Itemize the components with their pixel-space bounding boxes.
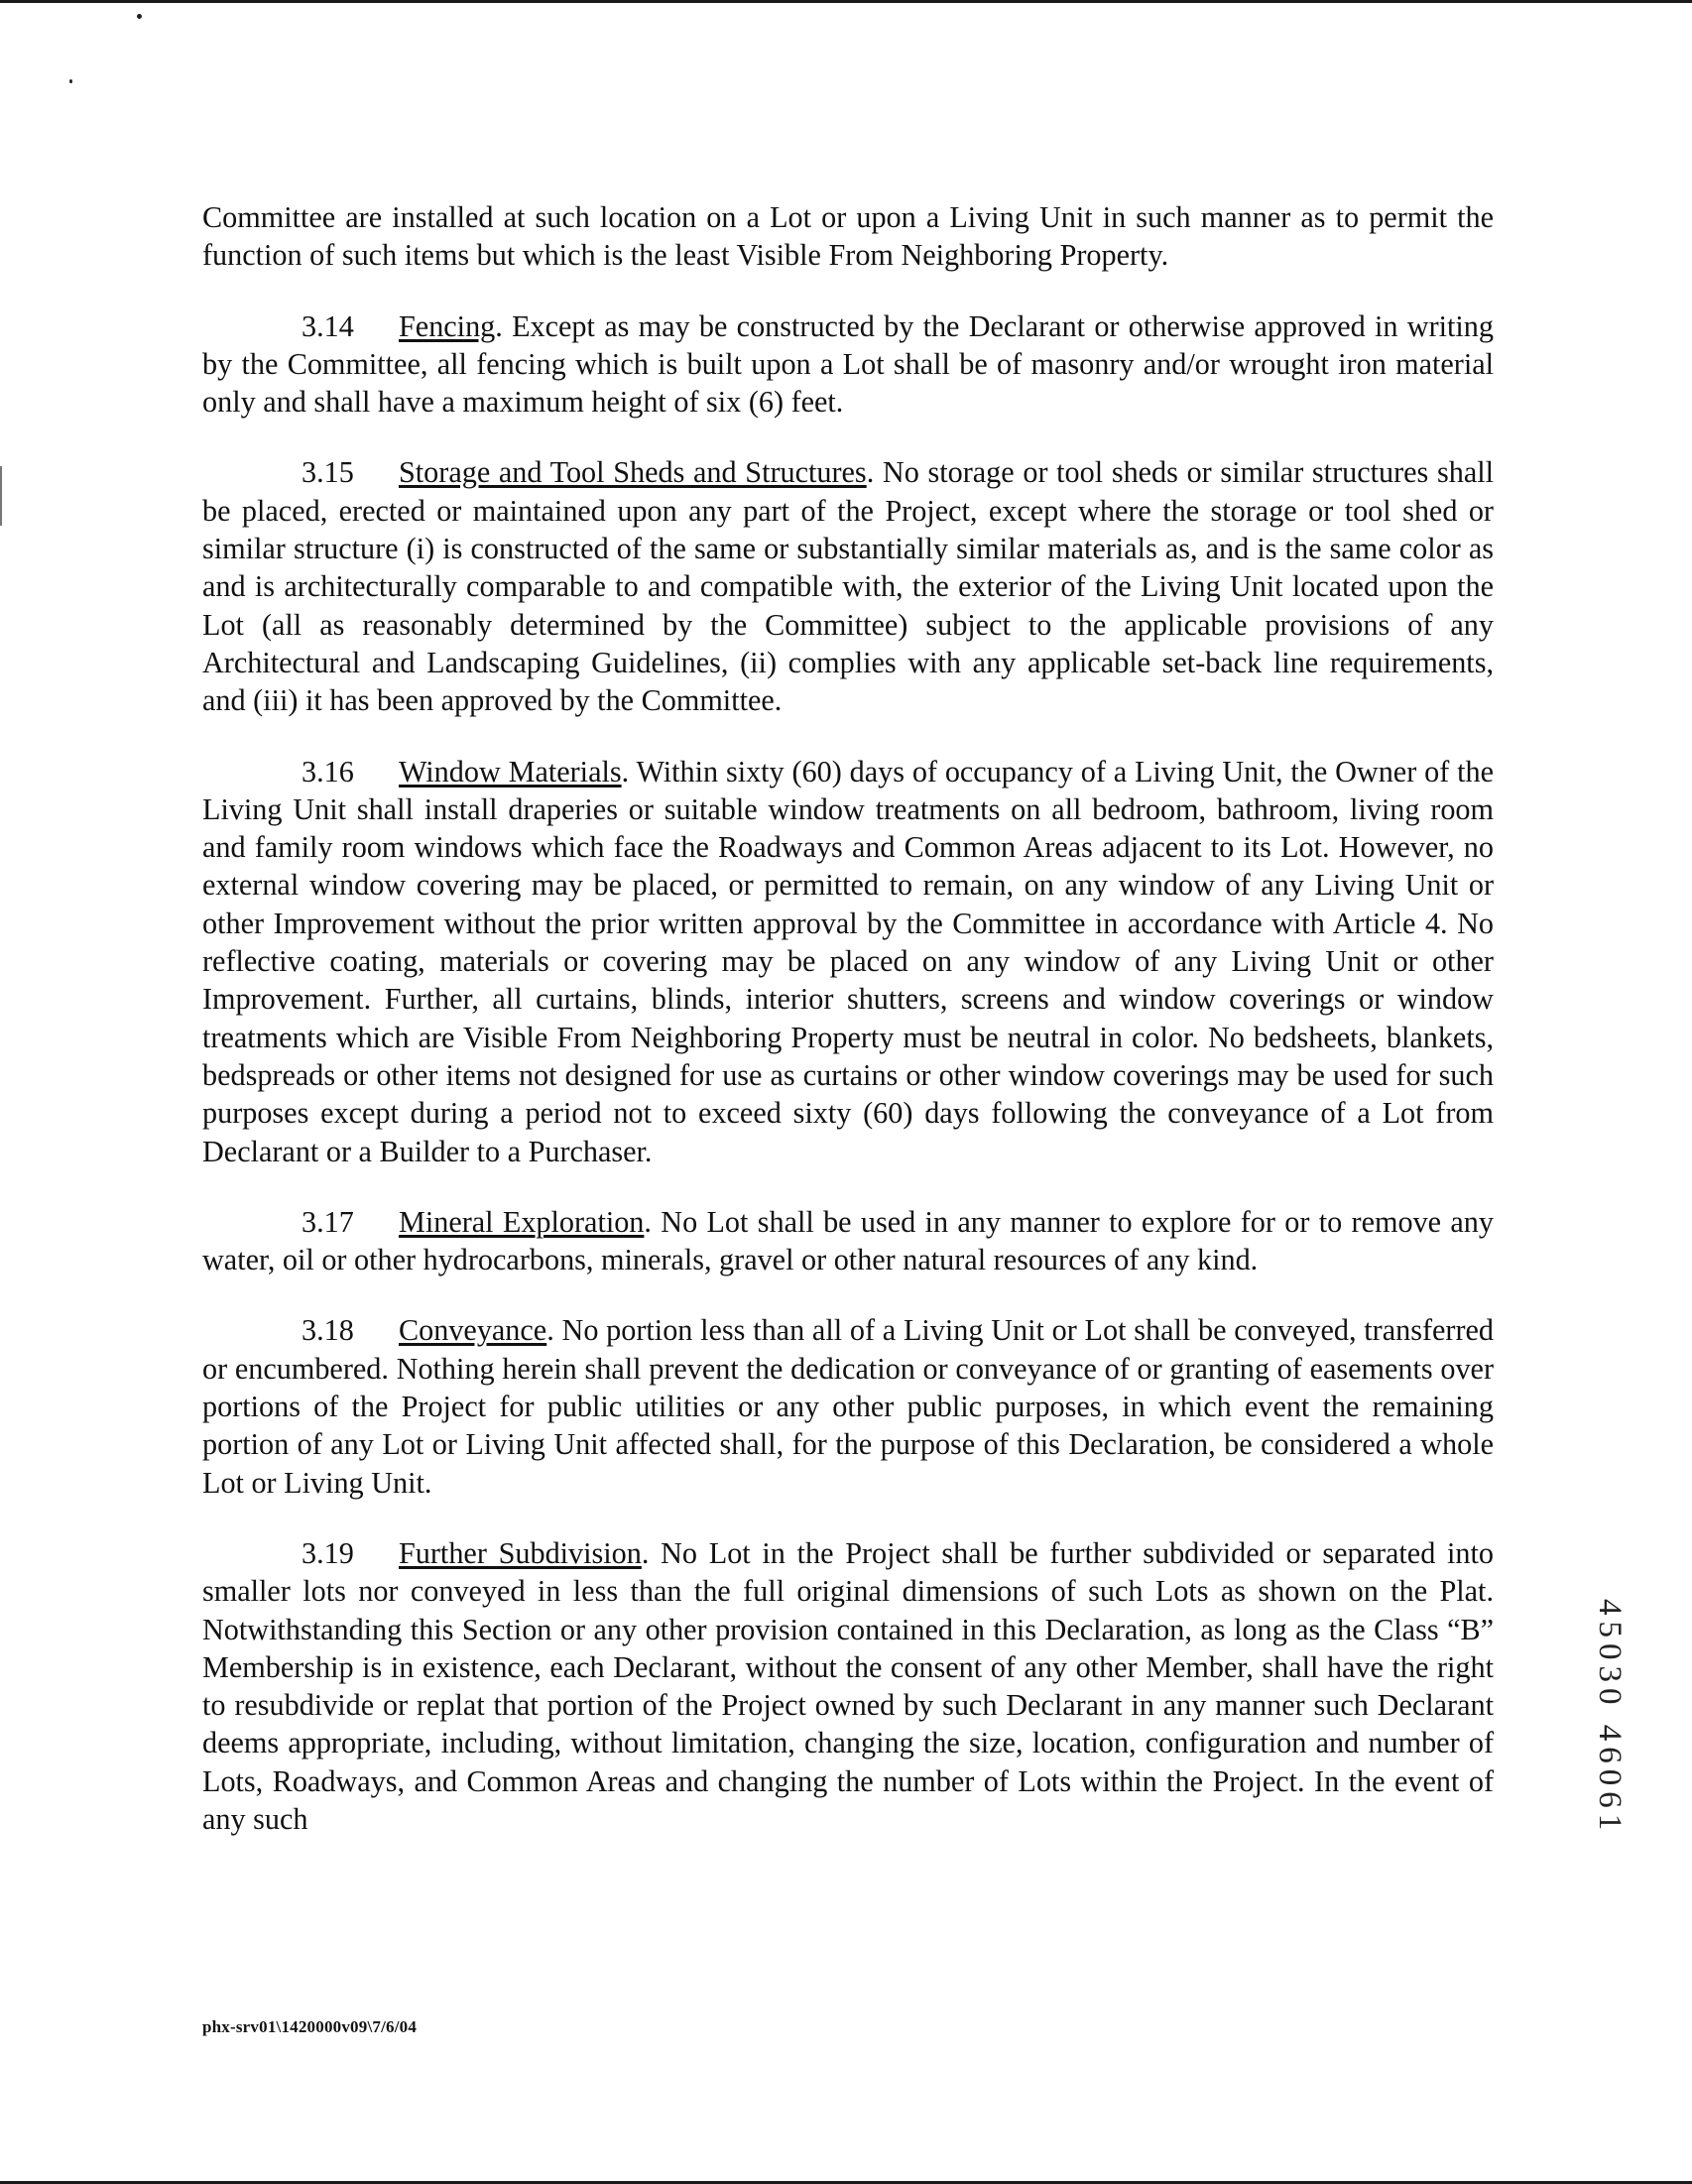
document-body bbox=[202, 198, 1494, 1871]
section-number: 3.18 bbox=[302, 1313, 354, 1348]
scan-edge-top bbox=[0, 0, 1692, 3]
section-number: 3.17 bbox=[302, 1204, 354, 1239]
section-body: No Lot in the Project shall be further subdivided or separated into smaller lots nor conveyed in less than the full original dimensions of such Lots as shown on the Plat. Notwithstanding this Section or any other provision contained in this Declaration, as long as the Class “B” Membership is in existence, each Declarant, without the consent of any other Member, shall have the right to resubdivide or replat that portion of the Project owned by such Declarant in any manner such Declarant deems appropriate, including, without limitation, changing the size, location, configuration and number of Lots, Roadways, and Common Areas and changing the number of Lots within the Project. In the event of any such bbox=[202, 1535, 1494, 1836]
section-title: Further Subdivision bbox=[399, 1535, 642, 1570]
section-title: Storage and Tool Sheds and Structures bbox=[399, 455, 867, 490]
section-number: 3.19 bbox=[302, 1535, 354, 1570]
section-title: Conveyance bbox=[399, 1313, 547, 1348]
section-number: 3.15 bbox=[302, 455, 354, 490]
section-body: Except as may be constructed by the Declarant or otherwise approved in writing by the Committee, all fencing which is built upon a Lot shall be of masonry and/or wrought iron material only and shall have a maximum height of six (6) feet. bbox=[202, 308, 1494, 420]
section-body: Within sixty (60) days of occupancy of a Living Unit, the Owner of the Living Unit shall install draperies or suitable window treatments on all bedroom, bathroom, living room and family room windows which face the Roadways and Common Areas adjacent to its Lot. However, no external window covering may be placed, or permitted to remain, on any window of any Living Unit or other Improvement without the prior written approval by the Committee in accordance with Article 4. No reflective coating, materials or covering may be placed on any window of any Living Unit or other Improvement. Further, all curtains, blinds, interior shutters, screens and window coverings or window treatments which are Visible From Neighboring Property must be neutral in color. No bedsheets, blankets, bedspreads or other items not designed for use as curtains or other window coverings may be used for such purposes except during a period not to exceed sixty (60) days following the conveyance of a Lot from Declarant or a Builder to a Purchaser. bbox=[202, 754, 1494, 1168]
scan-speck bbox=[69, 79, 72, 83]
section-title: Window Materials bbox=[399, 754, 622, 789]
section-3-19: 3.19 Further Subdivision. No Lot in the Project shall be further subdivided or separated into smaller lots nor conveyed in less than the full original dimensions of such Lots as shown on the Plat. Notwithstanding this Section or any other provision contained in this Declaration, as long as the Class “B” Membership is in existence, each Declarant, without the consent of any other Member, shall have the right to resubdivide or replat that portion of the Project owned by such Declarant in any manner such Declarant deems appropriate, including, without limitation, changing the size, location, configuration and number of Lots, Roadways, and Common Areas and changing the number of Lots within the Project. In the event of any such bbox=[202, 1535, 1494, 1836]
section-title: Mineral Exploration bbox=[399, 1204, 645, 1239]
section-3-14: 3.14 Fencing. Except as may be constructed by the Declarant or otherwise approved in writing by the Committee, all fencing which is built upon a Lot shall be of masonry and/or wrought iron material only and shall have a maximum height of six (6) feet. bbox=[202, 308, 1494, 420]
section-body: No portion less than all of a Living Unit or Lot shall be conveyed, transferred or encumbered. Nothing herein shall prevent the dedication or conveyance of or granting of easements over portions of the Project for public utilities or any other public purposes, in which event the remaining portion of any Lot or Living Unit affected shall, for the purpose of this Declaration, be considered a whole Lot or Living Unit. bbox=[202, 1313, 1494, 1500]
section-body: No storage or tool sheds or similar structures shall be placed, erected or maintained upon any part of the Project, except where the storage or tool shed or similar structure (i) is constructed of the same or substantially similar materials as, and is the same color as and is architecturally comparable to and compatible with, the exterior of the Living Unit located upon the Lot (all as reasonably determined by the Committee) subject to the applicable provisions of any Architectural and Landscaping Guidelines, (ii) complies with any applicable set-back line requirements, and (iii) it has been approved by the Committee. bbox=[202, 455, 1494, 718]
section-number: 3.16 bbox=[302, 754, 354, 789]
intro-paragraph: Committee are installed at such location on a Lot or upon a Living Unit in such manner as to permit the function of such items but which is the least Visible From Neighboring Property. bbox=[202, 200, 1494, 273]
document-footer-id: phx-srv01\1420000v09\7/6/04 bbox=[202, 2017, 418, 2036]
section-3-17: 3.17 Mineral Exploration. No Lot shall be used in any manner to explore for or to remove any water, oil or other hydrocarbons, minerals, gravel or other natural resources of any kind. bbox=[202, 1204, 1494, 1277]
section-title: Fencing bbox=[399, 308, 496, 343]
section-body: No Lot shall be used in any manner to explore for or to remove any water, oil or other hydrocarbons, minerals, gravel or other natural resources of any kind. bbox=[202, 1204, 1494, 1277]
scan-edge-mark bbox=[0, 466, 2, 526]
side-stamp-number: 45030 46061 bbox=[1592, 1599, 1628, 1837]
scan-speck bbox=[137, 14, 142, 19]
section-3-15: 3.15 Storage and Tool Sheds and Structures. No storage or tool sheds or similar structures shall be placed, erected or maintained upon any part of the Project, except where the storage or tool shed or similar structure (i) is constructed of the same or substantially similar materials as, and is the same color as and is architecturally comparable to and compatible with, the exterior of the Living Unit located upon the Lot (all as reasonably determined by the Committee) subject to the applicable provisions of any Architectural and Landscaping Guidelines, (ii) complies with any applicable set-back line requirements, and (iii) it has been approved by the Committee. bbox=[202, 455, 1494, 718]
section-3-18: 3.18 Conveyance. No portion less than all of a Living Unit or Lot shall be conveyed, transferred or encumbered. Nothing herein shall prevent the dedication or conveyance of or granting of easements over portions of the Project for public utilities or any other public purposes, in which event the remaining portion of any Lot or Living Unit affected shall, for the purpose of this Declaration, be considered a whole Lot or Living Unit. bbox=[202, 1313, 1494, 1500]
section-3-16: 3.16 Window Materials. Within sixty (60) days of occupancy of a Living Unit, the Owner of the Living Unit shall install draperies or suitable window treatments on all bedroom, bathroom, living room and family room windows which face the Roadways and Common Areas adjacent to its Lot. However, no external window covering may be placed, or permitted to remain, on any window of any Living Unit or other Improvement without the prior written approval by the Committee in accordance with Article 4. No reflective coating, materials or covering may be placed on any window of any Living Unit or other Improvement. Further, all curtains, blinds, interior shutters, screens and window coverings or window treatments which are Visible From Neighboring Property must be neutral in color. No bedsheets, blankets, bedspreads or other items not designed for use as curtains or other window coverings may be used for such purposes except during a period not to exceed sixty (60) days following the conveyance of a Lot from Declarant or a Builder to a Purchaser. bbox=[202, 754, 1494, 1168]
section-number: 3.14 bbox=[302, 308, 354, 343]
